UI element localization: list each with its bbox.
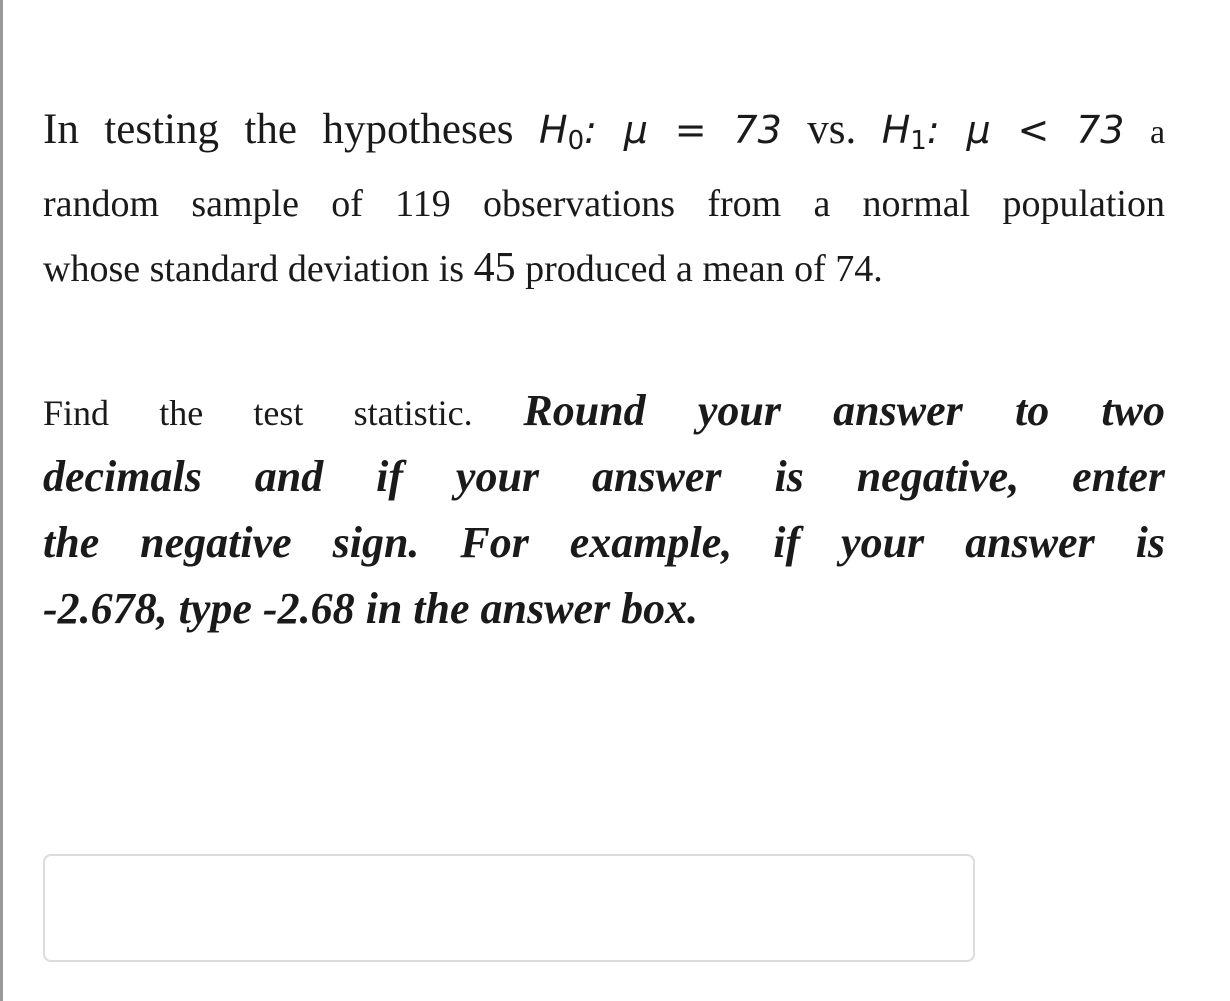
problem-line-1 bbox=[43, 88, 1165, 172]
alternative-hypothesis-relation: : μ < 73 bbox=[926, 108, 1125, 152]
alternative-hypothesis-subscript: 1 bbox=[910, 126, 927, 156]
standard-deviation-value: 45 bbox=[473, 245, 516, 291]
answer-input[interactable] bbox=[43, 854, 975, 962]
alternative-hypothesis bbox=[881, 108, 1125, 156]
problem-line-3 bbox=[43, 236, 1165, 300]
null-hypothesis-relation: : μ = 73 bbox=[584, 108, 782, 152]
problem-line-3-suffix: produced a mean of 74. bbox=[525, 248, 883, 290]
null-hypothesis-subscript: 0 bbox=[567, 126, 585, 156]
null-hypothesis bbox=[539, 108, 782, 156]
instruction-plain: Find the test statistic. bbox=[43, 393, 473, 433]
versus-label: vs. bbox=[807, 106, 857, 153]
question-text bbox=[43, 88, 1166, 633]
problem-line-1-suffix: a bbox=[1149, 114, 1166, 151]
problem-line-3-prefix: whose standard deviation is bbox=[43, 248, 465, 290]
instruction-text bbox=[43, 378, 1165, 642]
instruction-line-3: the negative sign. For example, if your answer is bbox=[43, 518, 1165, 567]
instruction-line-4: -2.678, type -2.68 in the answer box. bbox=[43, 584, 699, 633]
problem-line-2: random sample of 119 observations from a normal population bbox=[43, 183, 1165, 225]
null-hypothesis-symbol: H bbox=[539, 108, 568, 152]
instruction-bold-start: Round your answer to two bbox=[523, 386, 1165, 435]
instruction-line-1 bbox=[43, 378, 1165, 444]
alternative-hypothesis-symbol: H bbox=[881, 108, 911, 152]
instruction-line-2: decimals and if your answer is negative, enter bbox=[43, 452, 1165, 501]
problem-statement bbox=[43, 88, 1165, 300]
problem-prefix: In testing the hypotheses bbox=[43, 106, 514, 153]
